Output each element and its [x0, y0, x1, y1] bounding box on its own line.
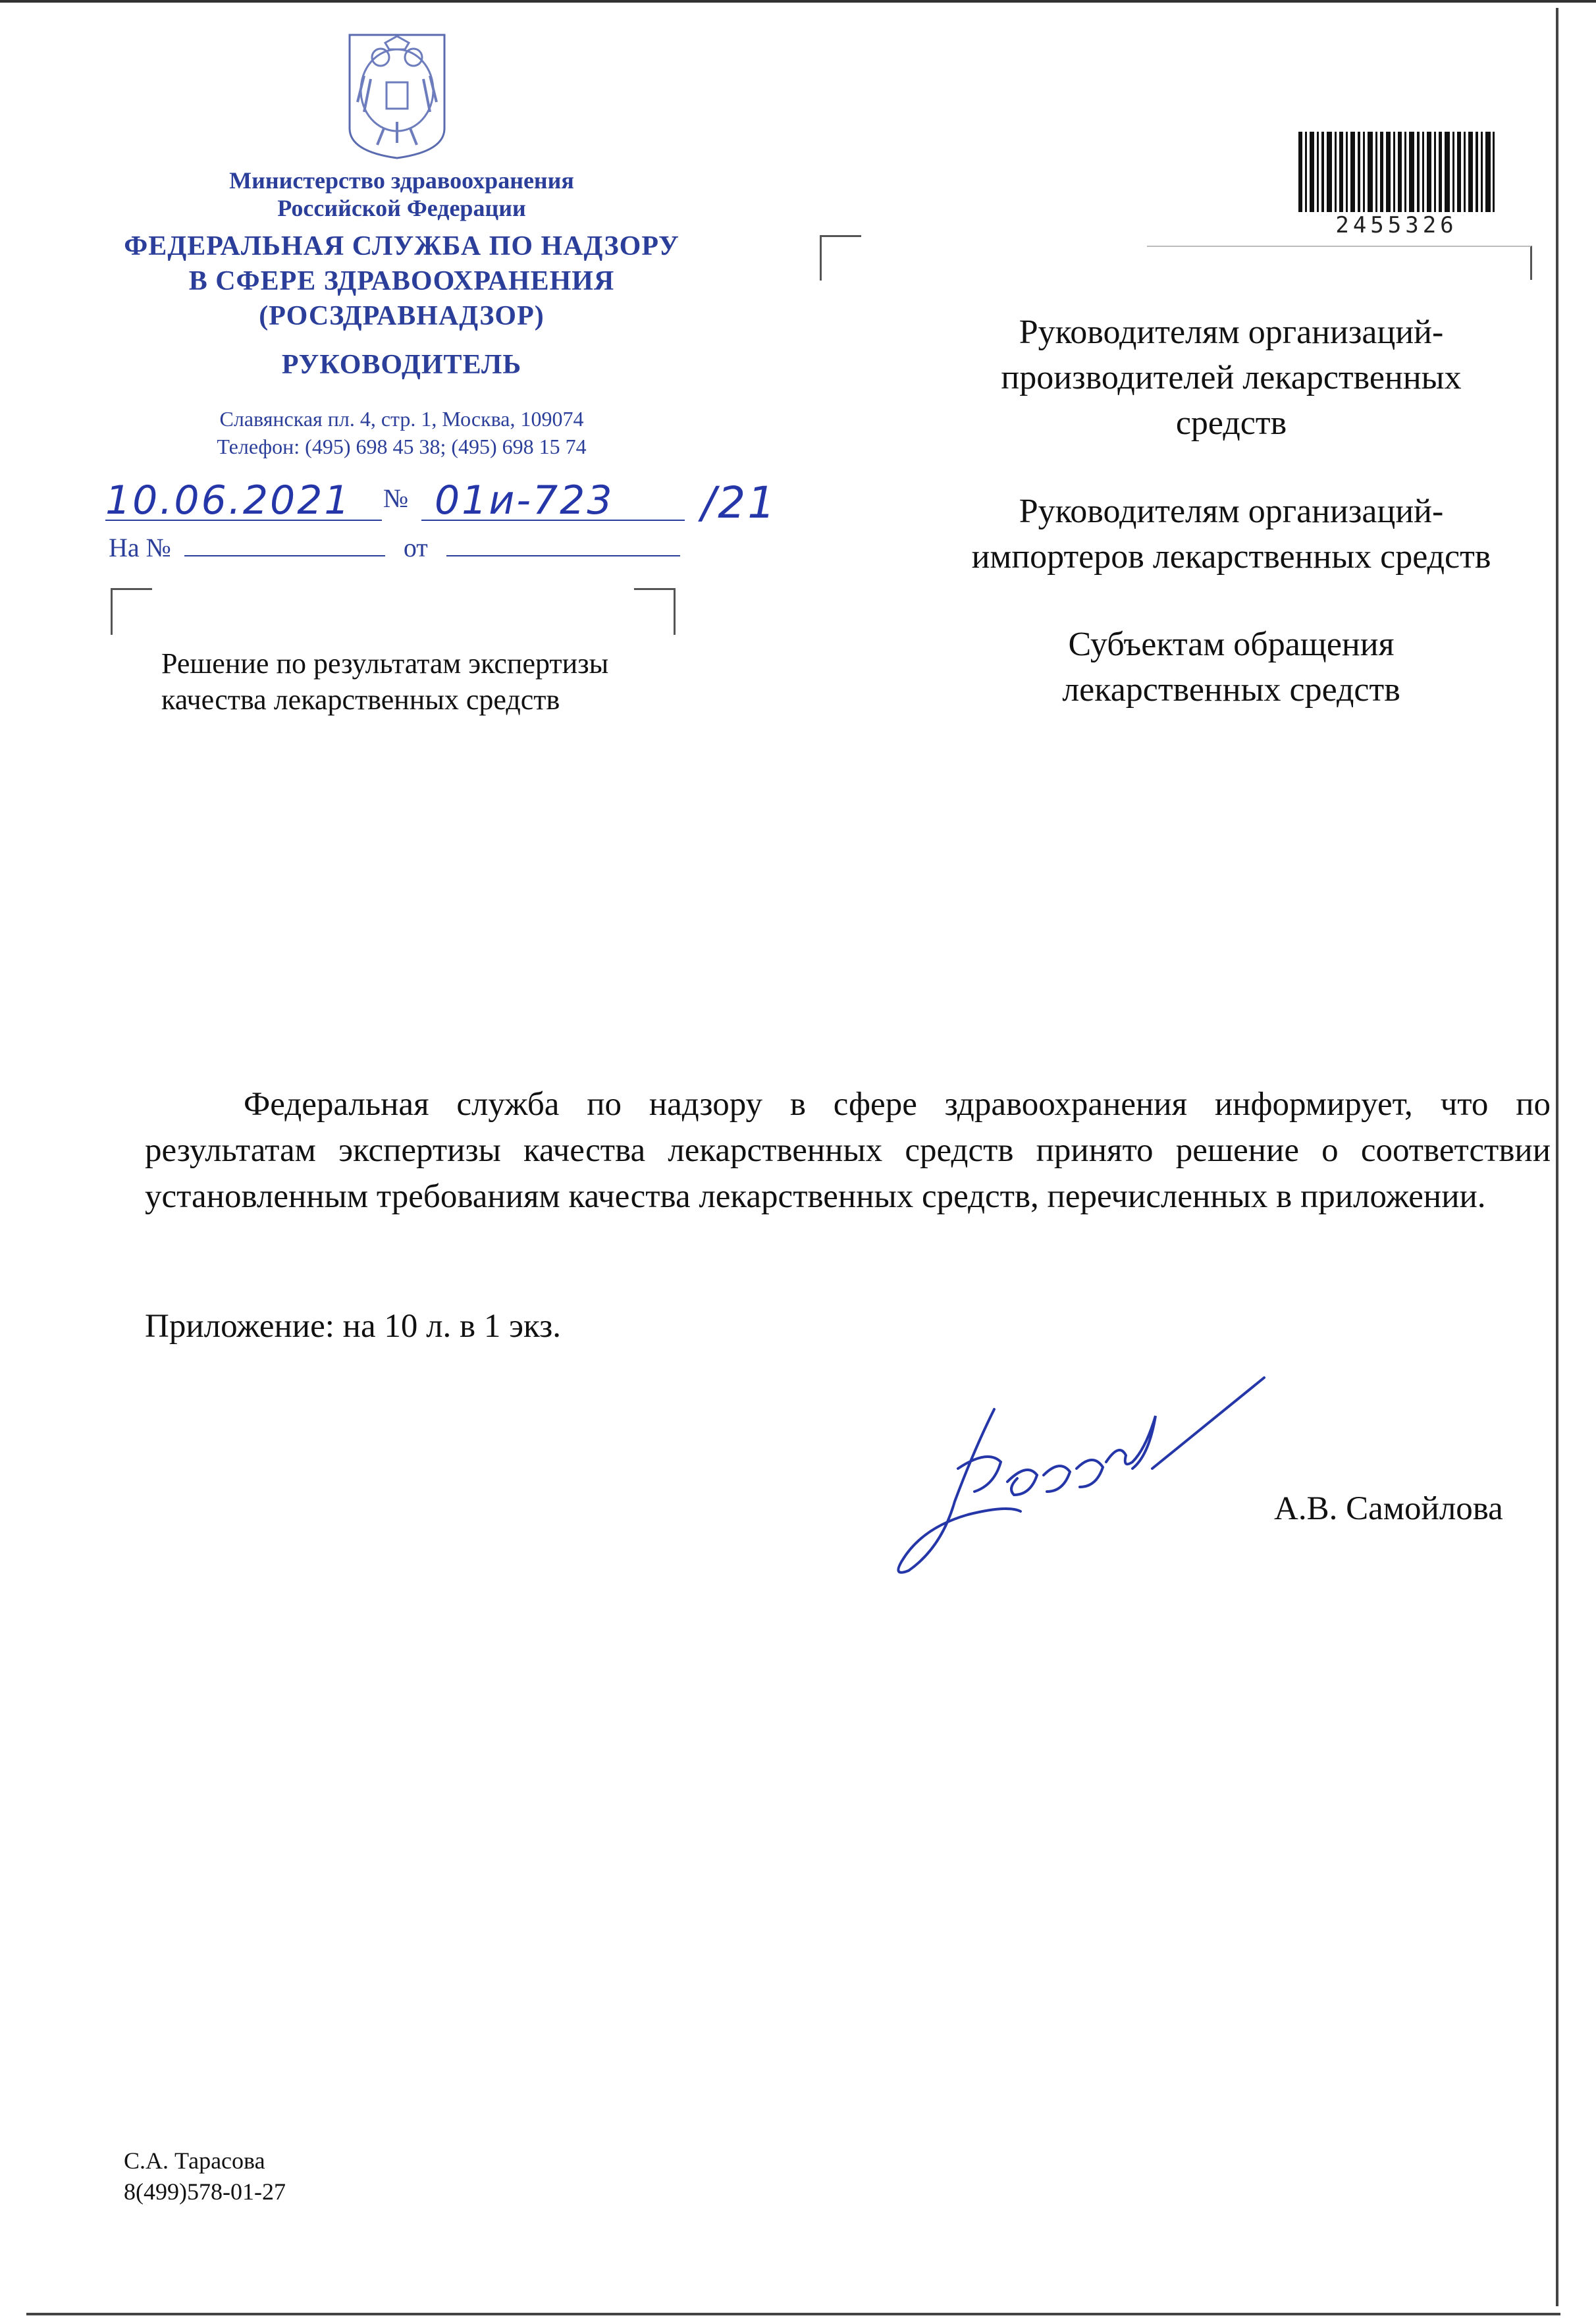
number-underline: [421, 520, 685, 521]
page-top-border: [0, 0, 1596, 3]
handwritten-date: 10.06.2021: [105, 477, 352, 524]
reply-date-blank: [446, 531, 680, 556]
barcode-number: 2455326: [1335, 212, 1458, 238]
body-paragraph: Федеральная служба по надзору в сфере здравоохранения информирует, что по результатам экспертизы качества лекарственных средств принято решение о соответствии установленным требованиям качества лекарственных средств, перечисленных в приложении.: [145, 1086, 1551, 1215]
ministry-name: Министерство здравоохранения Российской Федерации: [229, 167, 574, 221]
executor-name: С.А. Тарасова: [124, 2147, 265, 2174]
signer-name: А.В. Самойлова: [1274, 1490, 1503, 1527]
reply-number-blank: [184, 531, 385, 556]
subject-bracket-right: [634, 588, 676, 635]
page-right-border: [1556, 8, 1558, 2306]
executor-phone: 8(499)578-01-27: [124, 2178, 286, 2205]
head-title: РУКОВОДИТЕЛЬ: [281, 350, 522, 380]
subject-bracket-left: [111, 588, 152, 635]
reply-reference-line: [109, 531, 688, 563]
executor-info: [124, 2146, 286, 2207]
coat-of-arms-icon: [344, 30, 450, 161]
subject: Решение по результатам экспертизы качества лекарственных средств: [161, 647, 609, 716]
barcode-icon: [1298, 132, 1495, 212]
handwritten-suffix: /21: [701, 477, 778, 528]
number-sign: №: [383, 483, 409, 513]
handwritten-number: 01и-723: [435, 477, 614, 524]
addressee-manufacturers: Руководителям организаций- производителей лекарственных средств: [1001, 313, 1462, 442]
addressee-bracket-left: [820, 235, 861, 281]
addressee-importers: Руководителям организаций- импортеров лекарственных средств: [971, 493, 1491, 576]
reply-label: На №: [109, 533, 171, 562]
date-underline: [105, 520, 382, 521]
attachment-note: Приложение: на 10 л. в 1 экз.: [145, 1308, 561, 1345]
from-label: от: [403, 533, 428, 562]
page-bottom-border: [26, 2313, 1560, 2315]
addressee-subjects: Субъектам обращения лекарственных средств: [1062, 626, 1400, 709]
handwritten-signature: [895, 1370, 1290, 1580]
addressee-bracket-right: [1147, 246, 1532, 280]
service-name: ФЕДЕРАЛЬНАЯ СЛУЖБА ПО НАДЗОРУ В СФЕРЕ ЗДРАВООХРАНЕНИЯ (РОСЗДРАВНАДЗОР): [124, 231, 679, 331]
letterhead-address: Славянская пл. 4, стр. 1, Москва, 109074 Телефон: (495) 698 45 38; (495) 698 15 74: [217, 407, 587, 458]
